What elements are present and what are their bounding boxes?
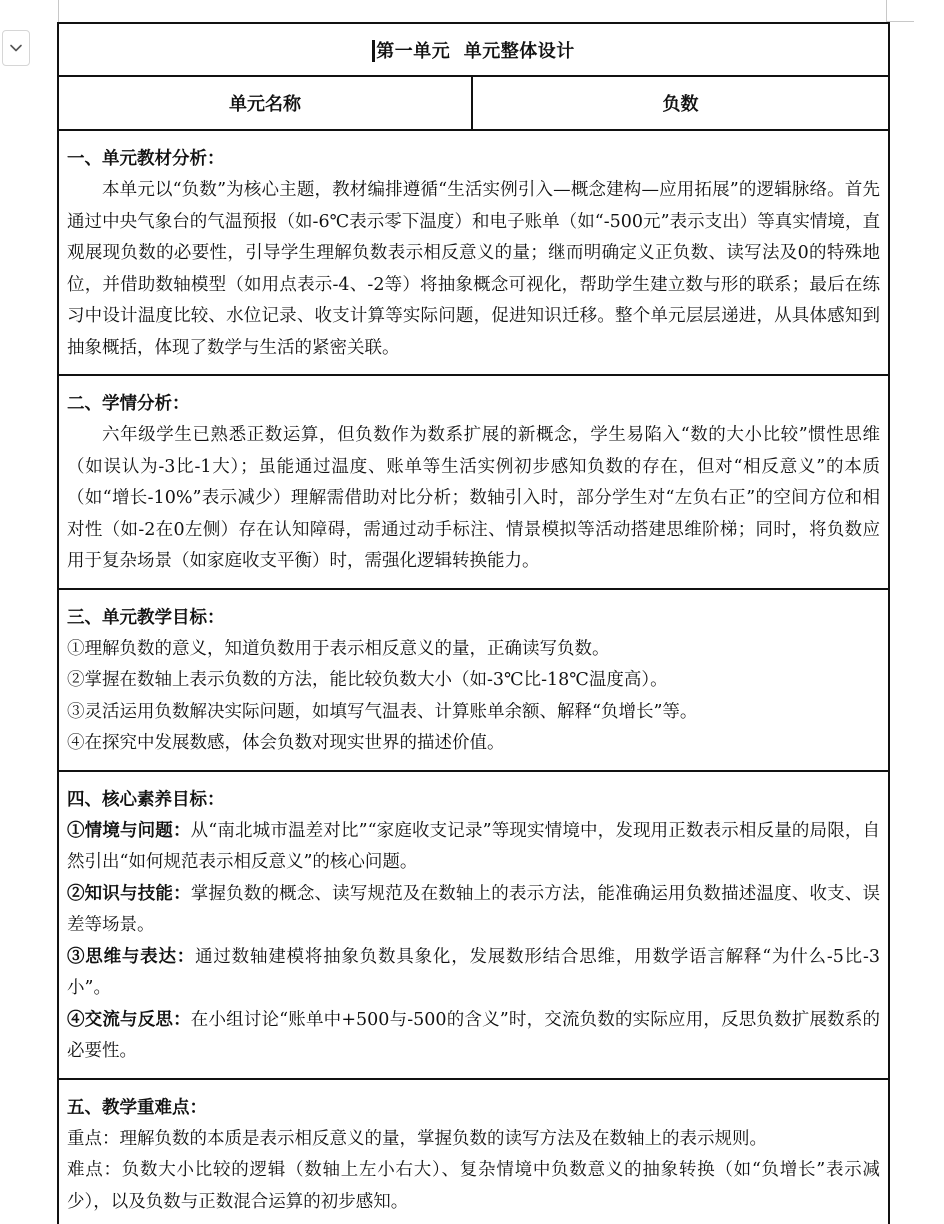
list-item bbox=[67, 1005, 880, 1068]
table-title-cell[interactable] bbox=[58, 23, 889, 76]
collapse-button[interactable] bbox=[2, 30, 30, 66]
section-heading: 五、教学重难点： bbox=[67, 1097, 207, 1118]
unit-name-label: 单元名称 bbox=[229, 94, 301, 115]
list-item: 难点：负数大小比较的逻辑（数轴上左小右大）、复杂情境中负数意义的抽象转换（如“负增长”表示减少），以及负数与正数混合运算的初步感知。 bbox=[67, 1160, 881, 1212]
list-item: ②掌握在数轴上表示负数的方法，能比较负数大小（如-3℃比-18℃温度高）。 bbox=[67, 670, 668, 690]
section-heading: 一、单元教材分析： bbox=[67, 149, 225, 169]
item-text: 掌握负数的概念、读写规范及在数轴上的表示方法，能准确运用负数描述温度、收支、误差等场景。 bbox=[67, 883, 881, 935]
unit-name-label-cell[interactable] bbox=[58, 76, 472, 130]
page-title: 第一单元 单元整体设计 bbox=[376, 40, 575, 62]
item-text: 在小组讨论“账单中+500与-500的含义”时，交流负数的实际应用，反思负数扩展数系的必要性。 bbox=[67, 1009, 881, 1061]
section-paragraph: 本单元以“负数”为核心主题，教材编排遵循“生活实例引入—概念建构—应用拓展”的逻辑脉络。首先通过中央气象台的气温预报（如-6℃表示零下温度）和电子账单（如“-500元”表示支出）等真实情境，直观展现负数的必要性，引导学生理解负数表示相反意义的量；继而明确定义正负数、读写法及0的特殊地位，并借助数轴模型（如用点表示-4、-2等）将抽象概念可视化，帮助学生建立数与形的联系；最后在练习中设计温度比较、水位记录、收支计算等实际问题，促进知识迁移。整个单元层层递进，从具体感知到抽象概括，体现了数学与生活的紧密关联。 bbox=[67, 180, 881, 358]
list-item bbox=[67, 816, 880, 879]
item-label: ①情境与问题： bbox=[67, 820, 191, 841]
page-margin-marker-top bbox=[886, 21, 914, 22]
list-item: 重点：理解负数的本质是表示相反意义的量，掌握负数的读写方法及在数轴上的表示规则。 bbox=[67, 1128, 767, 1149]
section-core-literacy[interactable] bbox=[58, 771, 889, 1079]
section-learner-analysis[interactable] bbox=[58, 375, 889, 589]
unit-name-value: 负数 bbox=[662, 94, 699, 115]
unit-design-table bbox=[57, 22, 890, 1224]
item-label: ②知识与技能： bbox=[67, 883, 191, 904]
section-heading: 四、核心素养目标： bbox=[67, 789, 225, 810]
section-heading: 二、学情分析： bbox=[67, 394, 190, 414]
text-cursor bbox=[372, 40, 375, 62]
list-item: ①理解负数的意义，知道负数用于表示相反意义的量，正确读写负数。 bbox=[67, 638, 610, 659]
section-teaching-goals[interactable] bbox=[58, 589, 889, 771]
list-item bbox=[67, 879, 880, 942]
section-textbook-analysis[interactable] bbox=[58, 130, 889, 375]
page-margin-marker-left bbox=[58, 0, 59, 22]
section-key-difficulties[interactable] bbox=[58, 1079, 889, 1224]
page-margin-marker-right bbox=[886, 0, 887, 22]
item-text: 从“南北城市温差对比”“家庭收支记录”等现实情境中，发现用正数表示相反量的局限，自然引出“如何规范表示相反意义”的核心问题。 bbox=[67, 820, 881, 872]
list-item bbox=[67, 942, 880, 1005]
section-heading: 三、单元教学目标： bbox=[67, 607, 225, 628]
list-item: ③灵活运用负数解决实际问题，如填写气温表、计算账单余额、解释“负增长”等。 bbox=[67, 701, 698, 722]
chevron-down-icon bbox=[9, 41, 23, 55]
item-label: ④交流与反思： bbox=[67, 1009, 191, 1030]
section-paragraph: 六年级学生已熟悉正数运算，但负数作为数系扩展的新概念，学生易陷入“数的大小比较”惯性思维（如误认为-3比-1大）；虽能通过温度、账单等生活实例初步感知负数的存在，但对“相反意义”的本质（如“增长-10%”表示减少）理解需借助对比分析；数轴引入时，部分学生对“左负右正”的空间方位和相对性（如-2在0左侧）存在认知障碍，需通过动手标注、情景模拟等活动搭建思维阶梯；同时，将负数应用于复杂场景（如家庭收支平衡）时，需强化逻辑转换能力。 bbox=[67, 425, 881, 571]
list-item: ④在探究中发展数感，体会负数对现实世界的描述价值。 bbox=[67, 733, 505, 753]
item-label: ③思维与表达： bbox=[67, 946, 196, 967]
unit-name-value-cell[interactable] bbox=[472, 76, 889, 130]
item-text: 通过数轴建模将抽象负数具象化，发展数形结合思维，用数学语言解释“为什么-5比-3小”。 bbox=[67, 946, 881, 998]
